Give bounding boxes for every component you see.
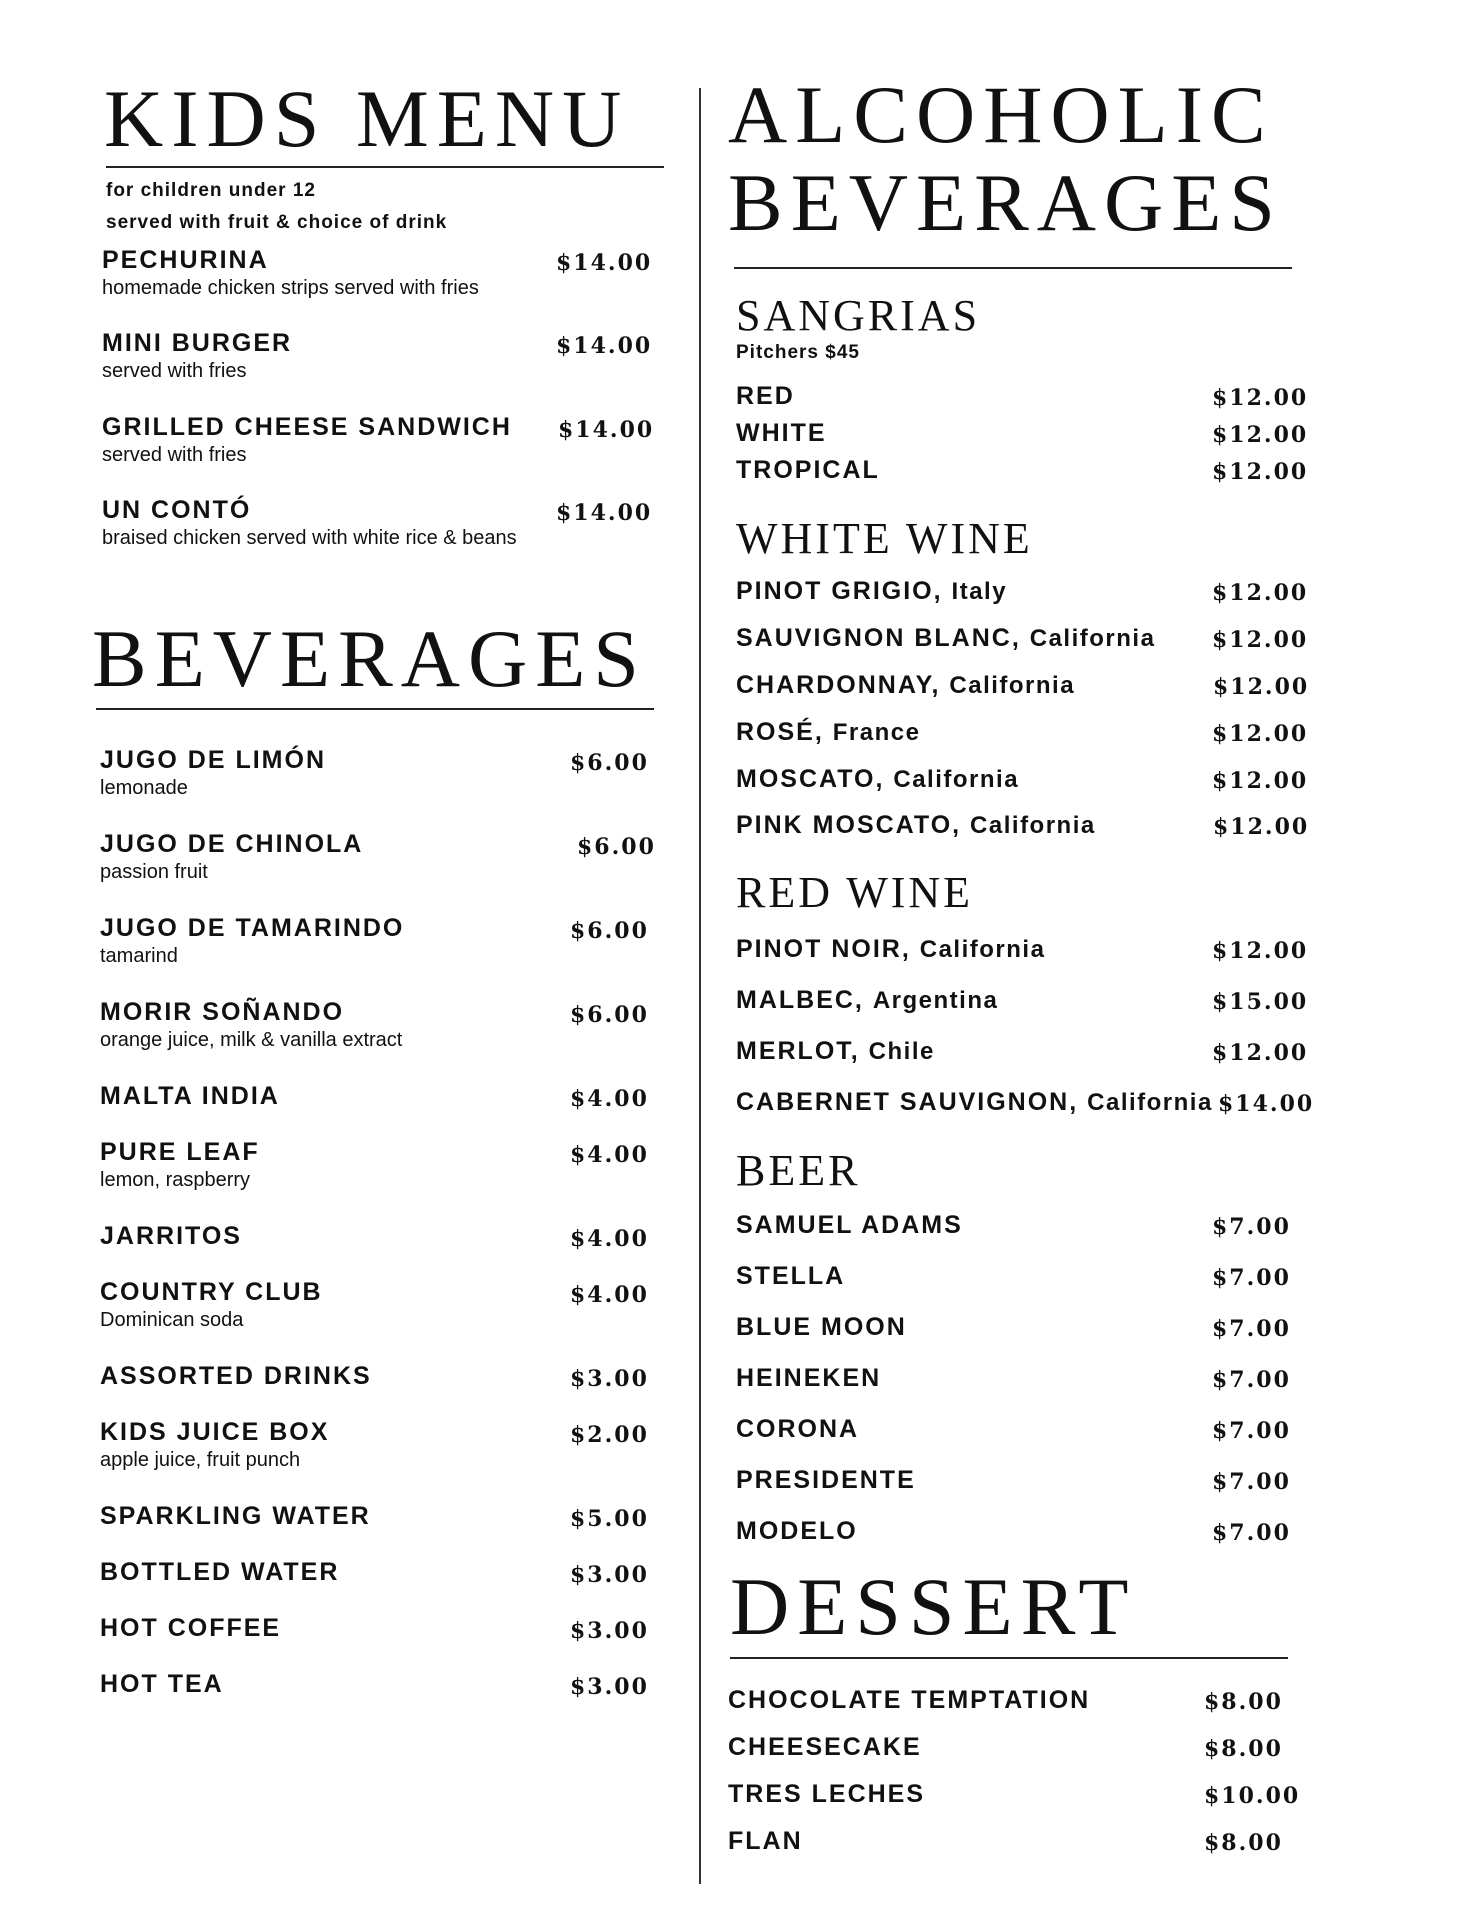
beverage-item [100, 830, 363, 884]
item-price: $4.00 [570, 1142, 649, 1168]
kids-menu-title: KIDS MENU [104, 73, 630, 164]
wine-region: California [1029, 625, 1156, 652]
wine-region: Chile [868, 1038, 935, 1065]
item-price: $14.00 [556, 333, 653, 359]
wine-name: SAUVIGNON BLANC, [736, 624, 1021, 652]
beverage-item [100, 914, 404, 968]
wine-name: PINK MOSCATO, [736, 811, 962, 839]
item-name: MORIR SOÑANDO [100, 998, 345, 1026]
wine-name: PINOT NOIR, [736, 935, 911, 963]
item-price: $12.00 [1213, 674, 1310, 700]
kids-item-mini-burger [102, 329, 292, 383]
item-name: MINI BURGER [102, 329, 293, 357]
item-description: tamarind [100, 945, 178, 967]
item-price: $3.00 [570, 1618, 649, 1644]
item-price: $4.00 [570, 1226, 649, 1252]
item-price: $6.00 [570, 750, 649, 776]
item-name: PECHURINA [102, 246, 269, 274]
wine-region: California [919, 936, 1046, 963]
wine-name: MOSCATO, [736, 765, 885, 793]
item-price: $12.00 [1212, 721, 1309, 747]
item-description: Dominican soda [100, 1309, 244, 1331]
item-description: lemon, raspberry [100, 1169, 251, 1191]
item-description: served with fries [102, 360, 247, 382]
item-description: homemade chicken strips served with fries [102, 277, 479, 299]
red-wine-item [736, 986, 998, 1015]
sangria-item-name: WHITE [736, 419, 827, 447]
red-wine-item [736, 1037, 935, 1066]
beer-item-name: BLUE MOON [736, 1313, 907, 1341]
dessert-rule [730, 1657, 1288, 1659]
item-name: UN CONTÓ [102, 496, 252, 524]
beer-item-name: SAMUEL ADAMS [736, 1211, 963, 1239]
sangria-item-name: TROPICAL [736, 456, 880, 484]
item-price: $14.00 [558, 417, 655, 443]
item-price: $10.00 [1204, 1783, 1301, 1809]
item-description: served with fries [102, 444, 247, 466]
beer-item-name: CORONA [736, 1415, 860, 1443]
wine-region: California [893, 766, 1020, 793]
item-price: $4.00 [570, 1086, 649, 1112]
beverages-rule [96, 708, 654, 710]
beverage-item [100, 1278, 323, 1332]
item-price: $12.00 [1212, 422, 1309, 448]
beverage-item [100, 1082, 280, 1111]
beverage-item [100, 1418, 329, 1472]
item-price: $12.00 [1212, 627, 1309, 653]
item-name: MALTA INDIA [100, 1082, 280, 1110]
beer-item-name: STELLA [736, 1262, 846, 1290]
sangrias-title: SANGRIAS [736, 291, 981, 340]
wine-name: CABERNET SAUVIGNON, [736, 1088, 1079, 1116]
item-price: $12.00 [1212, 459, 1309, 485]
item-name: JUGO DE LIMÓN [100, 746, 327, 774]
item-price: $12.00 [1212, 768, 1309, 794]
item-name: HOT COFFEE [100, 1614, 282, 1642]
wine-name: MALBEC, [736, 986, 864, 1014]
alcoholic-rule [734, 267, 1292, 269]
item-price: $3.00 [570, 1674, 649, 1700]
item-price: $14.00 [556, 250, 653, 276]
item-price: $8.00 [1204, 1689, 1283, 1715]
item-price: $7.00 [1212, 1469, 1291, 1495]
item-price: $7.00 [1212, 1418, 1291, 1444]
wine-region: California [1087, 1089, 1213, 1116]
white-wine-title: WHITE WINE [736, 514, 1033, 563]
white-wine-item [736, 765, 1019, 794]
item-price: $7.00 [1212, 1214, 1291, 1240]
item-price: $4.00 [570, 1282, 649, 1308]
dessert-title: DESSERT [730, 1561, 1137, 1652]
column-divider [699, 88, 701, 1884]
item-name: JUGO DE CHINOLA [100, 830, 364, 858]
kids-menu-rule [106, 166, 664, 168]
wine-region: Argentina [872, 987, 999, 1014]
item-price: $15.00 [1212, 989, 1309, 1015]
alcoholic-title-line2: BEVERAGES [728, 157, 1283, 248]
item-price: $6.00 [570, 918, 649, 944]
item-price: $5.00 [570, 1506, 649, 1532]
item-price: $14.00 [1218, 1091, 1315, 1117]
item-name: KIDS JUICE BOX [100, 1418, 330, 1446]
dessert-item-name: CHEESECAKE [728, 1733, 922, 1761]
item-price: $6.00 [570, 1002, 649, 1028]
kids-menu-note-sides: served with fruit & choice of drink [106, 212, 448, 233]
item-price: $7.00 [1212, 1316, 1291, 1342]
red-wine-title: RED WINE [736, 868, 974, 917]
white-wine-item [736, 624, 1155, 653]
beverage-item [100, 1362, 372, 1391]
kids-item-pechurina [102, 246, 479, 300]
item-price: $7.00 [1212, 1520, 1291, 1546]
beer-title: BEER [736, 1146, 861, 1195]
item-name: ASSORTED DRINKS [100, 1362, 372, 1390]
red-wine-item [736, 935, 1045, 964]
wine-region: France [832, 719, 921, 746]
dessert-item-name: TRES LECHES [728, 1780, 926, 1808]
item-price: $12.00 [1213, 814, 1310, 840]
wine-region: California [970, 812, 1096, 839]
item-description: orange juice, milk & vanilla extract [100, 1029, 403, 1051]
wine-region: Italy [951, 578, 1008, 605]
kids-menu-note-age: for children under 12 [106, 180, 316, 201]
kids-item-grilled-cheese [102, 413, 512, 467]
item-description: passion fruit [100, 861, 208, 883]
wine-name: CHARDONNAY, [736, 671, 941, 699]
item-name: PURE LEAF [100, 1138, 260, 1166]
white-wine-item [736, 577, 1007, 606]
item-price: $3.00 [570, 1562, 649, 1588]
beverages-title: BEVERAGES [92, 613, 647, 704]
item-price: $12.00 [1212, 385, 1309, 411]
item-price: $8.00 [1204, 1830, 1283, 1856]
beverage-item [100, 1502, 371, 1531]
wine-region: California [949, 672, 1076, 699]
beer-item-name: HEINEKEN [736, 1364, 882, 1392]
item-price: $14.00 [556, 500, 653, 526]
beverage-item [100, 1558, 339, 1587]
item-price: $6.00 [577, 834, 656, 860]
sangria-item-name: RED [736, 382, 795, 410]
item-price: $2.00 [570, 1422, 649, 1448]
item-name: HOT TEA [100, 1670, 224, 1698]
beer-item-name: PRESIDENTE [736, 1466, 916, 1494]
beverage-item [100, 1670, 224, 1699]
item-name: JUGO DE TAMARINDO [100, 914, 405, 942]
beverage-item [100, 1222, 242, 1251]
item-price: $3.00 [570, 1366, 649, 1392]
item-description: lemonade [100, 777, 188, 799]
dessert-item-name: CHOCOLATE TEMPTATION [728, 1686, 1091, 1714]
item-description: apple juice, fruit punch [100, 1449, 301, 1471]
item-name: GRILLED CHEESE SANDWICH [102, 413, 512, 441]
red-wine-item [736, 1088, 1213, 1117]
beverage-item [100, 1138, 260, 1192]
sangrias-pitcher-note: Pitchers $45 [736, 342, 860, 363]
item-price: $12.00 [1212, 1040, 1309, 1066]
alcoholic-title-line1: ALCOHOLIC [728, 69, 1274, 160]
white-wine-item [736, 811, 1096, 840]
item-price: $7.00 [1212, 1265, 1291, 1291]
item-price: $12.00 [1212, 938, 1309, 964]
beverage-item [100, 998, 402, 1052]
white-wine-item [736, 671, 1075, 700]
item-name: COUNTRY CLUB [100, 1278, 323, 1306]
kids-item-un-conto [102, 496, 517, 550]
beer-item-name: MODELO [736, 1517, 858, 1545]
item-price: $8.00 [1204, 1736, 1283, 1762]
beverage-item [100, 1614, 281, 1643]
dessert-item-name: FLAN [728, 1827, 803, 1855]
beverage-item [100, 746, 326, 800]
item-name: JARRITOS [100, 1222, 242, 1250]
wine-name: PINOT GRIGIO, [736, 577, 943, 605]
item-name: SPARKLING WATER [100, 1502, 371, 1530]
white-wine-item [736, 718, 920, 747]
item-name: BOTTLED WATER [100, 1558, 340, 1586]
item-description: braised chicken served with white rice & beans [102, 527, 517, 549]
wine-name: MERLOT, [736, 1037, 860, 1065]
item-price: $12.00 [1212, 580, 1309, 606]
wine-name: ROSÉ, [736, 718, 824, 746]
item-price: $7.00 [1212, 1367, 1291, 1393]
